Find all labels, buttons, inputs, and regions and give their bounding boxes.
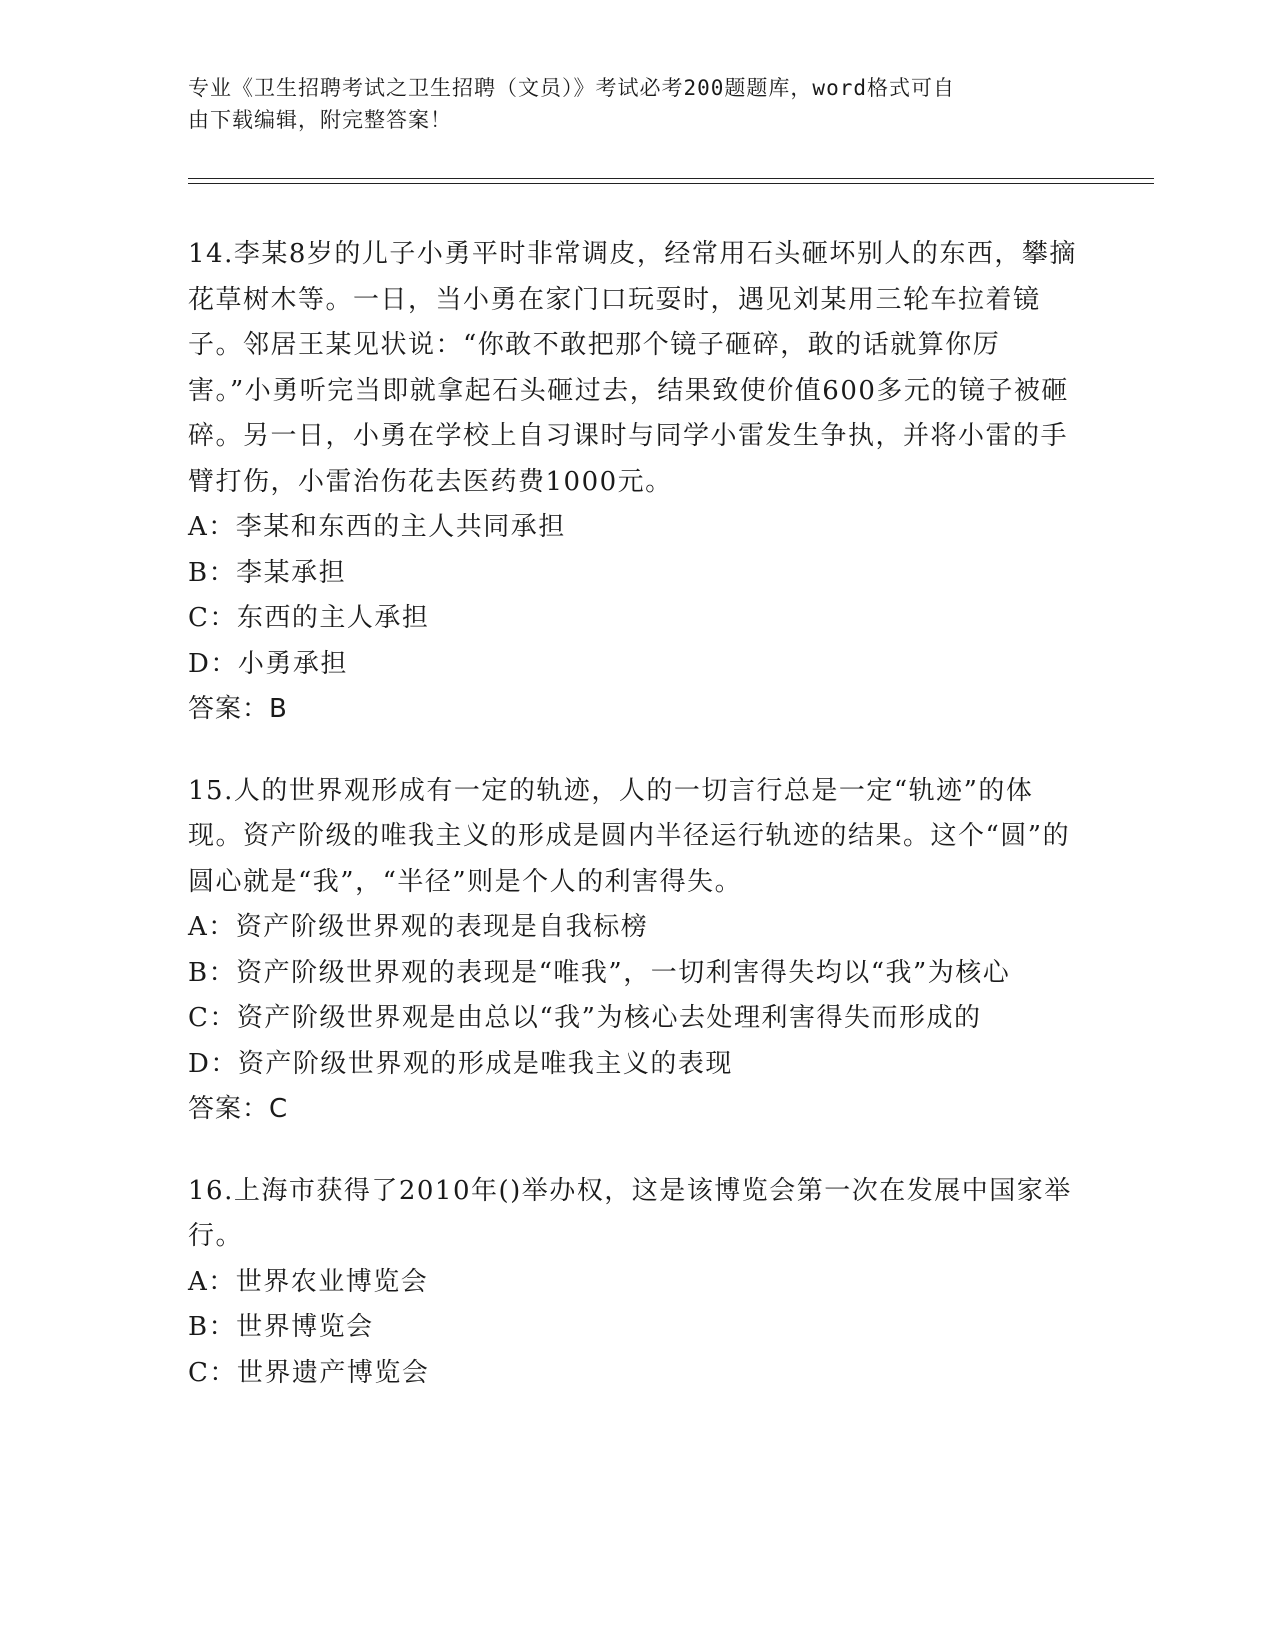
header-line-2: 由下载编辑，附完整答案！ <box>188 108 452 132</box>
option-b: B：世界博览会 <box>188 1312 374 1342</box>
answer: 答案：B <box>188 694 288 724</box>
option-a: A：李某和东西的主人共同承担 <box>188 512 566 542</box>
option-d: D：小勇承担 <box>188 648 348 679</box>
answer: 答案：C <box>188 1094 289 1124</box>
option-c: C：世界遗产博览会 <box>188 1357 430 1388</box>
question-stem: 15.人的世界观形成有一定的轨迹，人的一切言行总是一定“轨迹”的体现。资产阶级的唯我主义的形成是圆内半径运行轨迹的结果。这个“圆”的圆心就是“我”，“半径”则是个人的利害得失。 <box>188 775 1071 897</box>
option-a: A：资产阶级世界观的表现是自我标榜 <box>188 912 649 942</box>
question-stem: 16.上海市获得了2010年()举办权，这是该博览会第一次在发展中国家举行。 <box>188 1175 1072 1251</box>
option-a: A：世界农业博览会 <box>188 1266 429 1297</box>
header-divider-bottom <box>188 183 1154 184</box>
header-line-1: 专业《卫生招聘考试之卫生招聘（文员）》考试必考200题题库，word格式可自 <box>188 76 955 100</box>
option-b: B：李某承担 <box>188 557 347 588</box>
option-c: C：资产阶级世界观是由总以“我”为核心去处理利害得失而形成的 <box>188 1003 982 1033</box>
option-b: B：资产阶级世界观的表现是“唯我”，一切利害得失均以“我”为核心 <box>188 957 1011 988</box>
question-15 <box>188 769 1078 1133</box>
document-header <box>188 72 1088 136</box>
question-stem: 14.李某8岁的儿子小勇平时非常调皮，经常用石头砸坏别人的东西，攀摘花草树木等。一日，当小勇在家门口玩耍时，遇见刘某用三轮车拉着镜子。邻居王某见状说：“你敢不敢把那个镜子砸碎，敢的话就算你厉害。”小勇听完当即就拿起石头砸过去，结果致使价值600多元的镜子被砸碎。另一日，小勇在学校上自习课时与同学小雷发生争执，并将小雷的手臂打伤，小雷治伤花去医药费1000元。 <box>188 239 1077 497</box>
question-14 <box>188 232 1078 733</box>
question-list <box>188 232 1078 1432</box>
option-d: D：资产阶级世界观的形成是唯我主义的表现 <box>188 1048 733 1079</box>
header-divider-top <box>188 178 1154 179</box>
option-c: C：东西的主人承担 <box>188 603 430 633</box>
question-16 <box>188 1169 1078 1397</box>
